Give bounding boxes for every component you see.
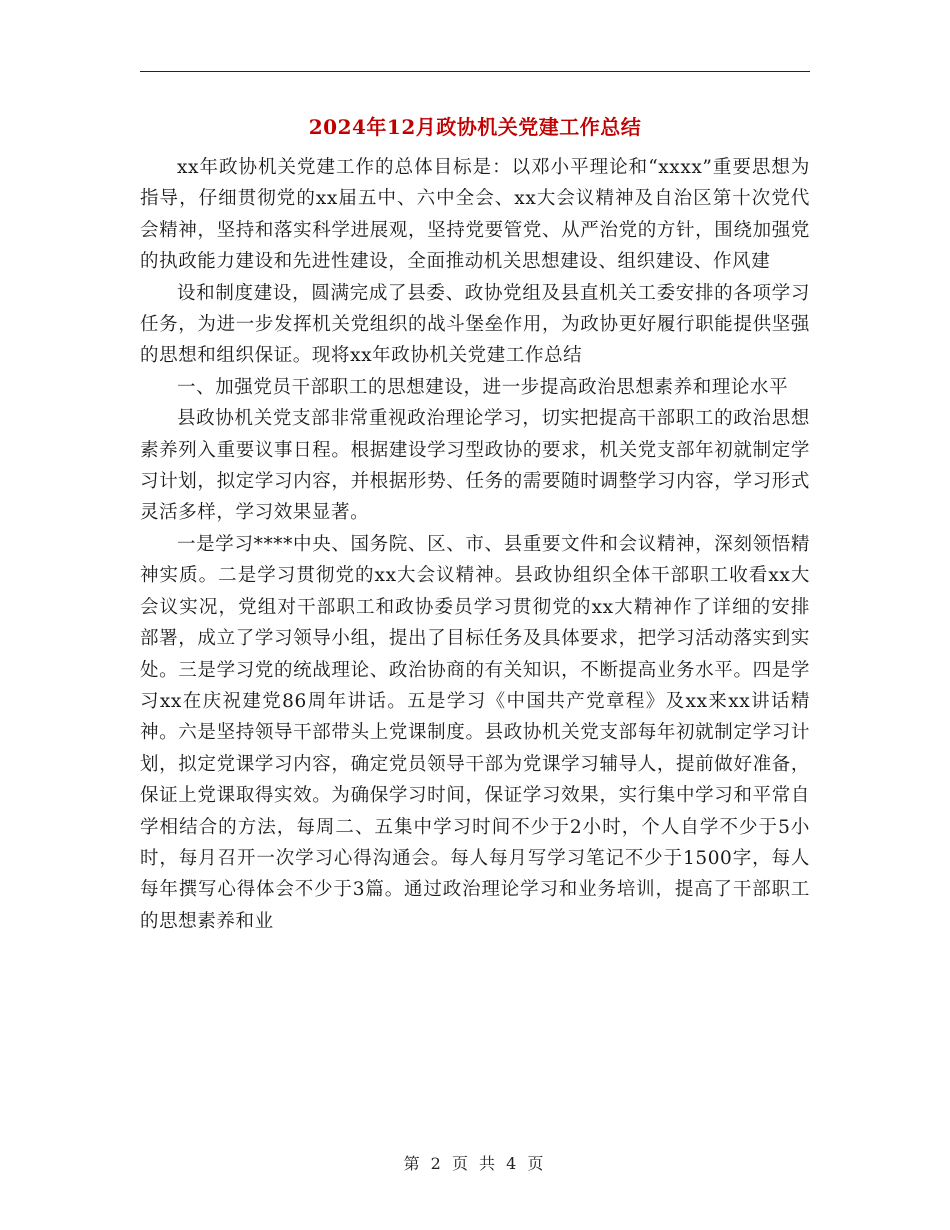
paragraph: 一是学习****中央、国务院、区、市、县重要文件和会议精神，深刻领悟精神实质。二是学习贯彻党的xx大会议精神。县政协组织全体干部职工收看xx大会议实况，党组对干部职工和政协委员学习贯彻党的xx大精神作了详细的安排部署，成立了学习领导小组，提出了目标任务及具体要求，把学习活动落实到实处。三是学习党的统战理论、政治协商的有关知识，不断提高业务水平。四是学习xx在庆祝建党86周年讲话。五是学习《中国共产党章程》及xx来xx讲话精神。六是坚持领导干部带头上党课制度。县政协机关党支部每年初就制定学习计划，拟定党课学习内容，确定党员领导干部为党课学习辅导人，提前做好准备，保证上党课取得实效。为确保学习时间，保证学习效果，实行集中学习和平常自学相结合的方法，每周二、五集中学习时间不少于2小时，个人自学不少于5小时，每月召开一次学习心得沟通会。每人每月写学习笔记不少于1500字，每人每年撰写心得体会不少于3篇。通过政治理论学习和业务培训，提高了干部职工的思想素养和业 <box>140 533 810 932</box>
paragraph: xx年政协机关党建工作的总体目标是：以邓小平理论和“xxxx”重要思想为指导，仔细贯彻党的xx届五中、六中全会、xx大会议精神及自治区第十次党代会精神，坚持和落实科学进展观，坚持党要管党、从严治党的方针，围绕加强党的执政能力建设和先进性建设，全面推动机关思想建设、组织建设、作风建 <box>140 157 810 273</box>
header-rule <box>140 71 810 72</box>
paragraph: 设和制度建设，圆满完成了县委、政协党组及县直机关工委安排的各项学习任务，为进一步发挥机关党组织的战斗堡垒作用，为政协更好履行职能提供坚强的思想和组织保证。现将xx年政协机关党建工作总结 <box>140 282 810 367</box>
section-heading: 一、加强党员干部职工的思想建设，进一步提高政治思想素养和理论水平 <box>177 376 789 398</box>
document-body <box>140 152 810 937</box>
page-number: 第 2 页 共 4 页 <box>403 1154 547 1173</box>
document-title: 2024年12月政协机关党建工作总结 <box>308 115 642 139</box>
paragraph: 县政协机关党支部非常重视政治理论学习，切实把提高干部职工的政治思想素养列入重要议事日程。根据建设学习型政协的要求，机关党支部年初就制定学习计划，拟定学习内容，并根据形势、任务的需要随时调整学习内容，学习形式灵活多样，学习效果显著。 <box>140 408 810 524</box>
